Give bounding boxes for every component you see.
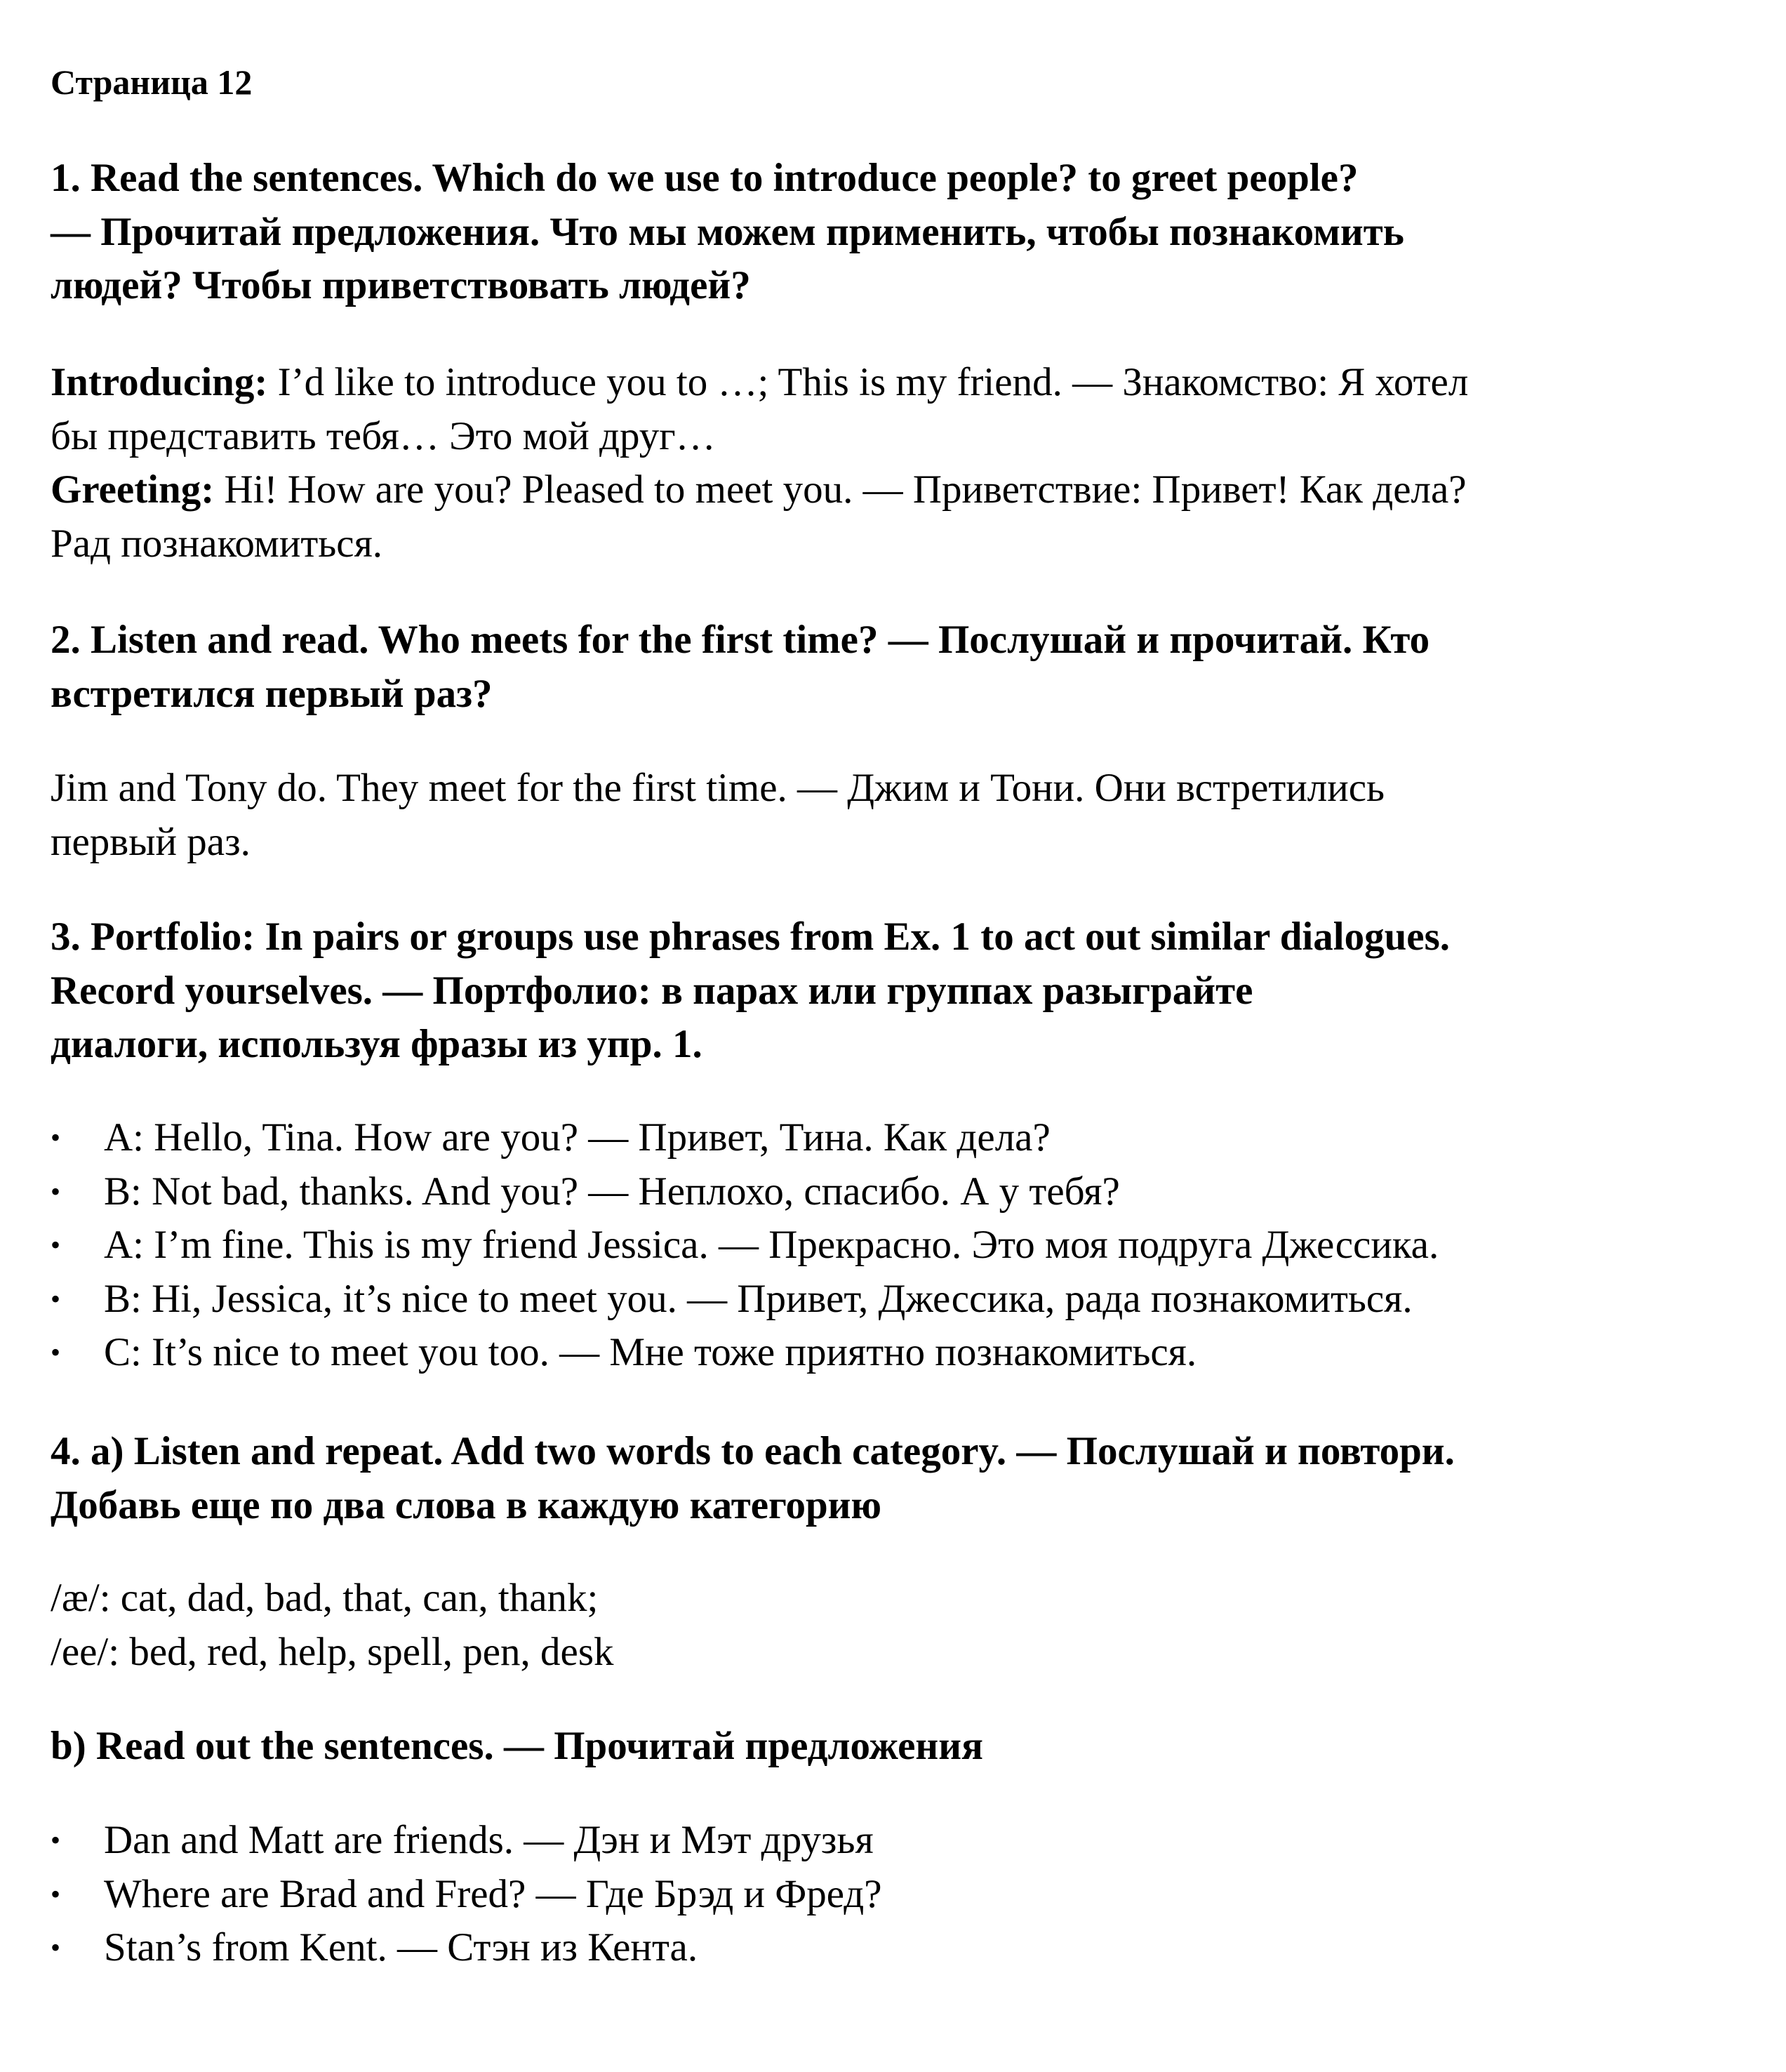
list-item: [0, 1218, 1758, 1273]
exercise-4a-heading: [51, 1425, 1758, 1532]
bullet-icon: •: [51, 1878, 61, 1910]
phonetics-block: [51, 1572, 1758, 1679]
heading-line: 4. a) Listen and repeat. Add two words to each category. — Послушай и повтори.: [51, 1429, 1455, 1473]
heading-line: Добавь еще по два слова в каждую категорию: [51, 1482, 882, 1527]
dialogue-line: B: Not bad, thanks. And you? — Неплохо, спасибо. А у тебя?: [104, 1169, 1120, 1214]
dialogue-line: A: I’m fine. This is my friend Jessica. — Прекрасно. Это моя подруга Джессика.: [104, 1223, 1439, 1267]
greeting-line-2: Рад познакомиться.: [51, 521, 383, 566]
heading-line: — Прочитай предложения. Что мы можем применить, чтобы познакомить: [51, 209, 1404, 254]
exercise-2-heading: [51, 613, 1758, 721]
bullet-icon: •: [51, 1932, 61, 1963]
greeting-text: Hi! How are you? Pleased to meet you. — Приветствие: Привет! Как дела?: [214, 467, 1467, 512]
exercise-4b-heading: b) Read out the sentences. — Прочитай предложения: [51, 1724, 983, 1768]
dialogue-list: [0, 1111, 1758, 1380]
bullet-icon: •: [51, 1336, 61, 1368]
bullet-icon: •: [51, 1229, 61, 1261]
heading-line: Record yourselves. — Портфолио: в парах или группах разыграйте: [51, 968, 1253, 1013]
introducing-text: I’d like to introduce you to …; This is my friend. — Знакомство: Я хотел: [267, 360, 1469, 404]
greeting-label: Greeting:: [51, 467, 215, 512]
bullet-icon: •: [51, 1282, 61, 1315]
list-item: [0, 1165, 1758, 1219]
list-item: [0, 1868, 1758, 1922]
exercise-1-answer: [51, 356, 1758, 571]
exercise-3-heading: [51, 910, 1758, 1072]
heading-line: 1. Read the sentences. Which do we use to introduce people? to greet people?: [51, 156, 1359, 200]
dialogue-line: A: Hello, Tina. How are you? — Привет, Тина. Как дела?: [104, 1115, 1051, 1160]
introducing-line-2: бы представить тебя… Это мой друг…: [51, 413, 716, 458]
sentence-list: [0, 1814, 1758, 1975]
answer-line: Jim and Tony do. They meet for the first time. — Джим и Тони. Они встретились: [51, 766, 1385, 810]
list-item: [0, 1921, 1758, 1975]
list-item: [0, 1814, 1758, 1868]
introducing-line: [51, 356, 1758, 410]
bullet-icon: •: [51, 1175, 61, 1207]
sentence-line: Dan and Matt are friends. — Дэн и Мэт друзья: [104, 1818, 874, 1862]
sentence-line: Where are Brad and Fred? — Где Брэд и Фред?: [104, 1871, 882, 1916]
heading-line: 2. Listen and read. Who meets for the first time? — Послушай и прочитай. Кто: [51, 618, 1430, 662]
heading-line: 3. Portfolio: In pairs or groups use phrases from Ex. 1 to act out similar dialogues.: [51, 915, 1450, 959]
greeting-line: [51, 463, 1758, 517]
heading-line: диалоги, используя фразы из упр. 1.: [51, 1022, 702, 1066]
list-item: [0, 1273, 1758, 1327]
list-item: [0, 1326, 1758, 1380]
list-item: [0, 1111, 1758, 1165]
phonetic-line: /ee/: bed, red, help, spell, pen, desk: [51, 1629, 614, 1674]
bullet-icon: •: [51, 1122, 61, 1153]
heading-line: людей? Чтобы приветствовать людей?: [51, 263, 751, 307]
dialogue-line: C: It’s nice to meet you too. — Мне тоже приятно познакомиться.: [104, 1330, 1197, 1374]
sentence-line: Stan’s from Kent. — Стэн из Кента.: [104, 1925, 698, 1970]
phonetic-line: /æ/: cat, dad, bad, that, can, thank;: [51, 1576, 599, 1620]
bullet-icon: •: [51, 1824, 61, 1856]
answer-line: первый раз.: [51, 819, 251, 864]
heading-line: встретился первый раз?: [51, 671, 493, 716]
introducing-label: Introducing:: [51, 360, 268, 404]
exercise-1-heading: [51, 152, 1758, 313]
exercise-2-answer: [51, 762, 1758, 869]
page-label: Страница 12: [51, 62, 253, 102]
dialogue-line: B: Hi, Jessica, it’s nice to meet you. — Привет, Джессика, рада познакомиться.: [104, 1276, 1413, 1321]
